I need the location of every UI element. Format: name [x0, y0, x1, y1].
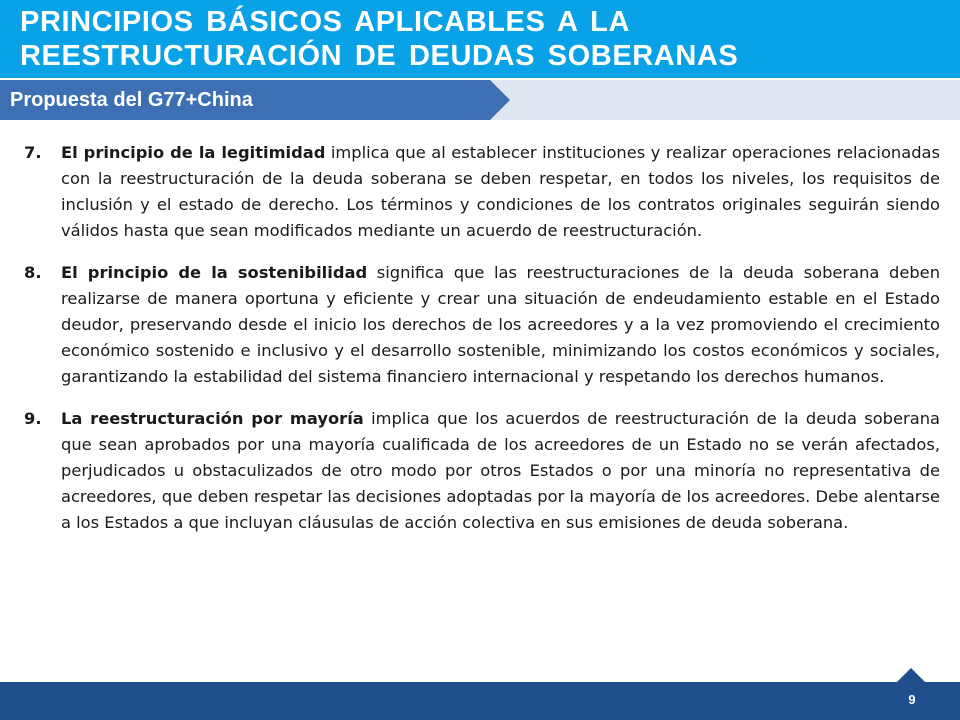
- slide-subtitle: Propuesta del G77+China: [10, 89, 253, 111]
- principles-list: [24, 140, 940, 552]
- item-heading: El principio de la legitimidad: [61, 143, 326, 162]
- item-body: [61, 260, 940, 390]
- item-number: 9.: [24, 409, 42, 428]
- item-number: 8.: [24, 263, 42, 282]
- footer-bar: [0, 682, 960, 720]
- page-number: 9: [908, 692, 916, 707]
- item-text: implica que los acuerdos de reestructuración de la deuda soberana que sean aprobados por una mayoría cualificada de los acreedores de un Estado no se verán afectados, perjudicados u obstaculizados de otro modo por otros Estados o por una minoría no representativa de acreedores, que deben respetar las decisiones adoptadas por la mayoría de los acreedores. Debe alentarse a los Estados a que incluyan cláusulas de acción colectiva en sus emisiones de deuda soberana.: [61, 409, 940, 532]
- item-body: [61, 406, 940, 536]
- item-number: 7.: [24, 143, 42, 162]
- item-text: significa que las reestructuraciones de la deuda soberana deben realizarse de manera oportuna y eficiente y crear una situación de endeudamiento estable en el Estado deudor, preservando desde el inicio los derechos de los acreedores y a la vez promoviendo el crecimiento económico sostenido e inclusivo y el desarrollo sostenible, minimizando los costos económicos y sociales, garantizando la estabilidad del sistema financiero internacional y respetando los derechos humanos.: [61, 263, 941, 386]
- principle-item-7: [24, 140, 940, 244]
- item-heading: La reestructuración por mayoría: [61, 409, 364, 428]
- item-body: [61, 140, 940, 244]
- item-heading: El principio de la sostenibilidad: [61, 263, 368, 282]
- slide-title: PRINCIPIOS BÁSICOS APLICABLES A LA REESTRUCTURACIÓN DE DEUDAS SOBERANAS: [20, 6, 739, 72]
- principle-item-8: [24, 260, 940, 390]
- item-text: implica que al establecer instituciones y realizar operaciones relacionadas con la reestructuración de la deuda soberana se deben respetar, en todos los niveles, los requisitos de inclusión y el estado de derecho. Los términos y condiciones de los contratos originales seguirán siendo válidos hasta que sean modificados mediante un acuerdo de reestructuración.: [61, 143, 941, 240]
- principle-item-9: [24, 406, 940, 536]
